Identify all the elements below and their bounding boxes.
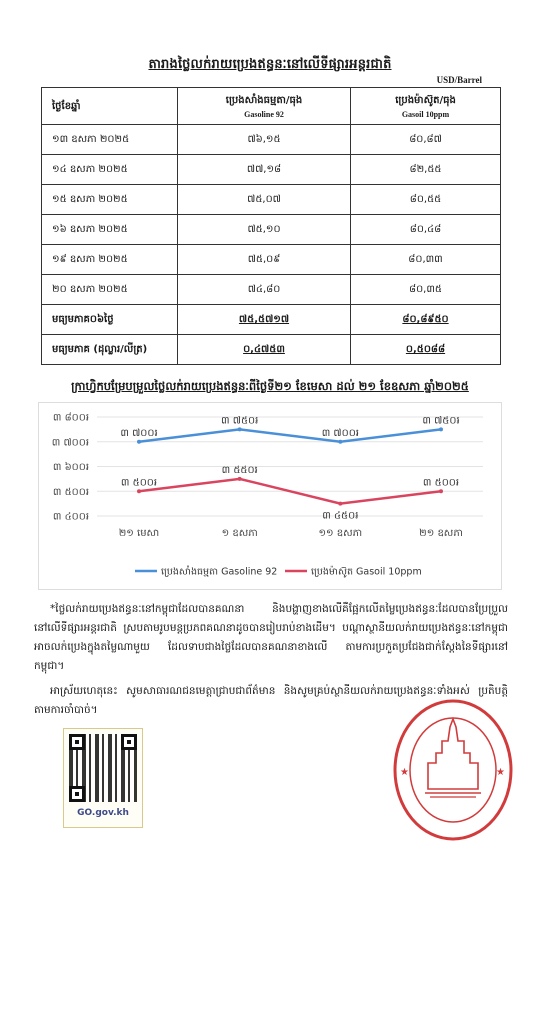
data-point [439, 427, 443, 431]
data-label: ៣ ៤៥០៛ [322, 510, 359, 522]
header-gasoil: ប្រេងម៉ាស៊ូត/ធុង Gasoil 10ppm [351, 88, 501, 125]
conclusion-paragraph: អាស្រ័យហេតុនេះ សូមសាធារណជនមេត្តាជ្រាបជាព័ត៌មាន និងសូមគ្រប់ស្ថានីយលក់រាយប្រេងឥន្ធនៈទាំងអស់ ប្រតិបត្តិតាមការចាំបាច់។ [34, 685, 508, 716]
data-label: ៣ ៥៥០៛ [221, 464, 258, 476]
table-row: ១៩ ឧសភា ២០២៥ ៧៥,០៩ ៨០,៣៣ [42, 245, 501, 275]
data-point [238, 427, 242, 431]
official-seal-stamp [392, 697, 514, 843]
y-tick-label: ៣ ៧០០៛ [51, 437, 89, 449]
series-line [139, 429, 441, 441]
header-date: ថ្ងៃខែឆ្នាំ [42, 88, 178, 125]
unit-label: USD/Barrel [436, 75, 482, 85]
average-row: មធ្យមភាគ០៦ថ្ងៃ ៧៥,៥៧១៧ ៨០,៨៩៥០ [42, 305, 501, 335]
legend-label: ប្រេងសាំងធម្មតា Gasoline 92 [161, 566, 278, 578]
average-per-liter-row: មធ្យមភាគ (ដុល្លារ/លីត្រ) ០,៤៧៥៣ ០,៥០៨៨ [42, 335, 501, 365]
data-point [338, 502, 342, 506]
svg-text:★: ★ [496, 767, 505, 778]
data-point [439, 489, 443, 493]
average-gasoline: ៧៥,៥៧១៧ [238, 314, 290, 325]
price-table [41, 87, 501, 365]
x-tick-label: ២១ ឧសភា [419, 528, 463, 539]
data-point [137, 489, 141, 493]
line-chart-frame [38, 402, 502, 590]
document-title: តារាងថ្លៃលក់រាយប្រេងឥន្ធនៈនៅលើទីផ្សារអន្តរជាតិ [148, 57, 392, 72]
data-label: ៣ ៧៥០៛ [422, 415, 460, 427]
x-tick-label: ១ ឧសភា [221, 528, 258, 539]
table-row: ២០ ឧសភា ២០២៥ ៧៤,៨០ ៨០,៣៥ [42, 275, 501, 305]
qr-finder-icon [69, 786, 85, 802]
svg-text:★: ★ [400, 767, 409, 778]
y-tick-label: ៣ ៦០០៛ [52, 462, 89, 473]
legend-label: ប្រេងម៉ាស៊ូត Gasoil 10ppm [311, 566, 422, 578]
data-point [338, 440, 342, 444]
line-chart [39, 403, 501, 589]
note-paragraph: *ថ្លៃលក់រាយប្រេងឥន្ធនៈនៅកម្ពុជាដែលបានគណនា និងបង្ហាញខាងលើគឺផ្អែកលើតម្លៃប្រេងឥន្ធនៈដែលបានប្រែប្រួលនៅលើទីផ្សារអន្តរជាតិ ស្របតាមរូបមន្តប្រភពគណនាដូចបានរៀបរាប់ខាងដើម។ បណ្តាស្ថានីយលក់រាយប្រេងឥន្ធនៈនៅកម្ពុជា អាចលក់ប្រេងក្នុងតម្លៃណាមួយ ដែលទាបជាងថ្លៃដែលបានគណនាខាងលើ តាមការប្រកួតប្រជែងជាក់ស្តែងនៃទីផ្សារនៅកម្ពុជា។ [34, 603, 508, 672]
liter-gasoil: ០,៥០៨៨ [405, 344, 446, 355]
average-gasoil: ៨០,៨៩៥០ [402, 314, 449, 325]
data-label: ៣ ៧០០៛ [321, 427, 359, 439]
y-tick-label: ៣ ៨០០៛ [52, 412, 89, 424]
data-point [137, 440, 141, 444]
table-row: ១៤ ឧសភា ២០២៥ ៧៧,១៨ ៨២,៥៥ [42, 155, 501, 185]
data-label: ៣ ៧៥០៛ [221, 415, 259, 427]
x-tick-label: ១១ ឧសភា [318, 528, 363, 539]
qr-code[interactable] [63, 728, 143, 828]
x-tick-label: ២១ មេសា [118, 528, 160, 539]
data-point [238, 477, 242, 481]
y-tick-label: ៣ ៥០០៛ [52, 486, 89, 498]
data-label: ៣ ៥០០៛ [422, 477, 460, 489]
y-tick-label: ៣ ៤០០៛ [52, 511, 89, 523]
data-label: ៣ ៥០០៛ [120, 477, 158, 489]
table-row: ១៦ ឧសភា ២០២៥ ៧៥,១០ ៨០,៤៨ [42, 215, 501, 245]
data-label: ៣ ៧០០៛ [120, 427, 158, 439]
chart-title: ក្រាហ្វិកបម្រែបម្រួលថ្លៃលក់រាយប្រេងឥន្ធនៈពីថ្ងៃទី២១ ខែមេសា ដល់ ២១ ខែឧសភា ឆ្នាំ២០២៥ [71, 379, 469, 393]
go-gov-label: GO.gov.kh [77, 808, 129, 818]
qr-finder-icon [69, 734, 85, 750]
table-header-row [42, 88, 501, 125]
header-gasoline: ប្រេងសាំងធម្មតា/ធុង Gasoline 92 [178, 88, 351, 125]
liter-gasoline: ០,៤៧៥៣ [243, 344, 285, 355]
table-row: ១៣ ឧសភា ២០២៥ ៧៦,១៥ ៨០,៨៧ [42, 125, 501, 155]
table-row: ១៥ ឧសភា ២០២៥ ៧៥,០៧ ៨០,៥៥ [42, 185, 501, 215]
qr-finder-icon [121, 734, 137, 750]
